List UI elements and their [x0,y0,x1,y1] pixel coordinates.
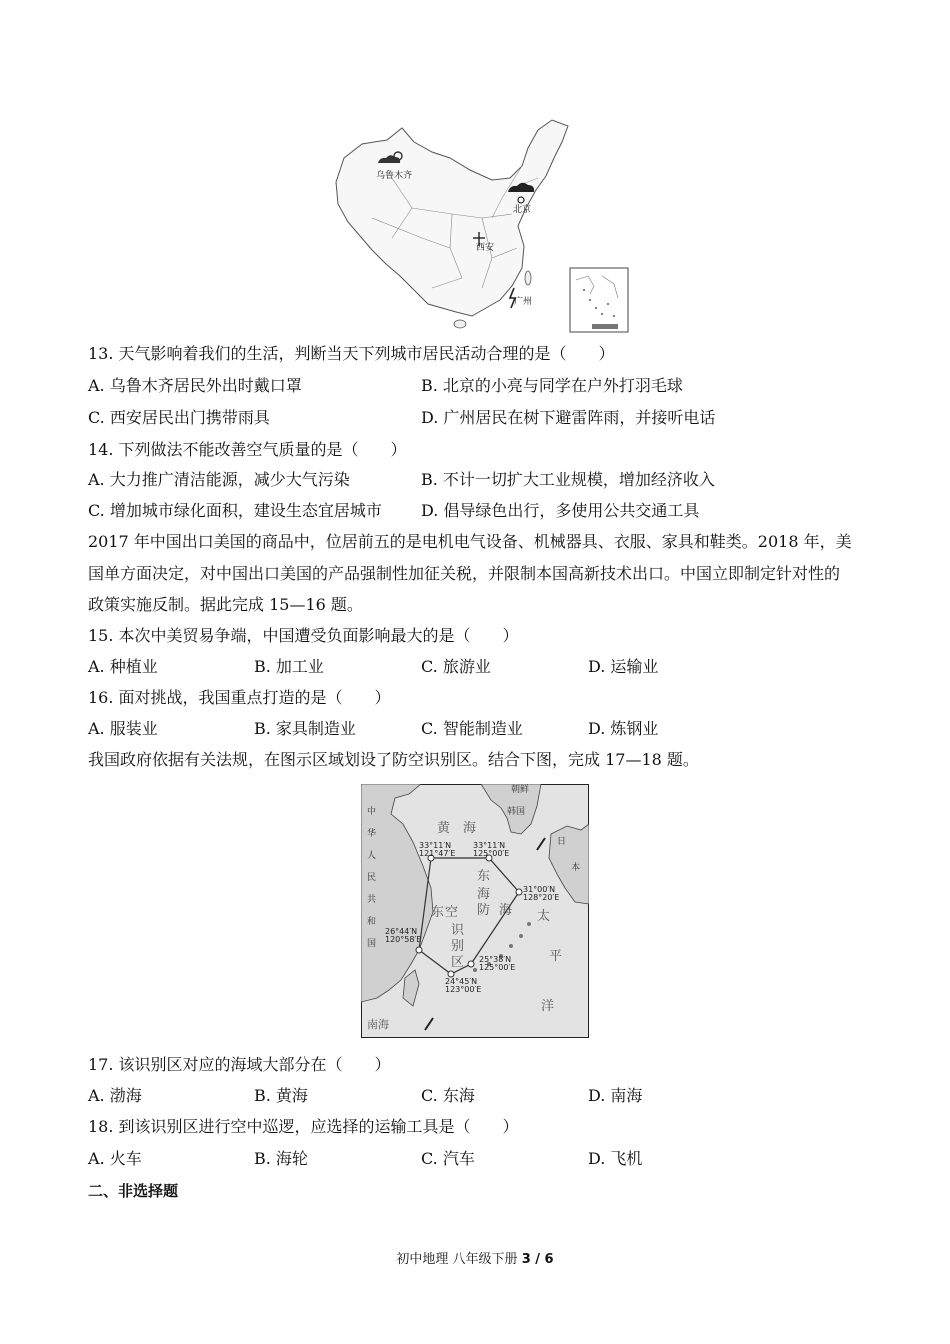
svg-text:民: 民 [367,873,377,883]
south-sea-inset [570,268,628,332]
svg-text:东: 东 [477,869,491,884]
svg-text:洋: 洋 [541,999,555,1014]
label-yellow-sea: 黄 海 [437,821,477,836]
q18-option-a[interactable]: A. 火车 [88,1149,142,1168]
passage1-line3: 政策实施反制。据此完成 15—16 题。 [88,595,363,614]
passage1-line1: 2017 年中国出口美国的商品中，位居前五的是电机电气设备、机械器具、衣服、家具和鞋类。2018 年，美 [88,532,852,551]
city-urumqi: 乌鲁木齐 [376,171,413,181]
svg-text:和: 和 [367,917,377,927]
passage2-line1: 我国政府依据有关法规，在图示区域划设了防空识别区。结合下图，完成 17—18 题。 [88,750,699,769]
svg-text:东: 东 [431,905,445,920]
svg-text:区: 区 [451,955,465,970]
coord-p1-lon: 121°47′E [419,849,456,858]
svg-text:太: 太 [537,909,551,924]
svg-text:识: 识 [451,923,465,938]
svg-text:日: 日 [557,837,567,847]
q15-option-b[interactable]: B. 加工业 [254,657,324,676]
svg-text:防: 防 [477,903,491,918]
svg-text:本: 本 [571,863,581,873]
q17-option-b[interactable]: B. 黄海 [254,1086,308,1105]
page-number: 3 / 6 [521,1252,554,1267]
china-weather-map [332,118,632,336]
q18-stem: 18. 到该识别区进行空中巡逻，应选择的运输工具是（ ） [88,1117,519,1136]
city-guangzhou: 广州 [514,297,533,307]
q18-option-c[interactable]: C. 汽车 [421,1149,475,1168]
coord-p6-lat: 26°44′N [385,927,418,936]
q14-option-a[interactable]: A. 大力推广清洁能源，减少大气污染 [88,470,350,489]
q15-option-a[interactable]: A. 种植业 [88,657,158,676]
q15-option-d[interactable]: D. 运输业 [588,657,659,676]
q13-option-a[interactable]: A. 乌鲁木齐居民外出时戴口罩 [88,376,302,395]
q16-option-d[interactable]: D. 炼钢业 [588,719,659,738]
coord-p2-lon: 125°00′E [473,849,510,858]
q14-stem: 14. 下列做法不能改善空气质量的是（ ） [88,440,407,459]
q16-option-c[interactable]: C. 智能制造业 [421,719,523,738]
q16-option-a[interactable]: A. 服装业 [88,719,158,738]
coord-p5-lat: 24°45′N [445,977,478,986]
section-heading: 二、非选择题 [88,1182,179,1200]
city-xian: 西安 [476,243,495,253]
svg-text:海: 海 [499,903,513,918]
adiz-vertex-3 [516,889,522,895]
q17-option-d[interactable]: D. 南海 [588,1086,643,1105]
q14-option-b[interactable]: B. 不计一切扩大工业规模，增加经济收入 [421,470,715,489]
q13-option-c[interactable]: C. 西安居民出门携带雨具 [88,408,270,427]
q17-option-c[interactable]: C. 东海 [421,1086,475,1105]
q14-option-c[interactable]: C. 增加城市绿化面积，建设生态宜居城市 [88,501,382,520]
passage1-line2: 国单方面决定，对中国出口美国的产品强制性加征关税，并限制本国高新技术出口。中国立即制定针对性的 [88,564,841,583]
svg-text:人: 人 [367,851,377,861]
coord-p3-lat: 31°00′N [523,885,556,894]
q13-stem: 13. 天气影响着我们的生活，判断当天下列城市居民活动合理的是（ ） [88,344,615,363]
coord-p4-lon: 125°00′E [479,963,516,972]
svg-text:空: 空 [445,905,459,920]
page-footer [0,1250,950,1270]
adiz-vertex-6 [416,947,422,953]
svg-text:共: 共 [367,895,377,905]
footer-text: 初中地理 八年级下册 [396,1252,518,1267]
q16-stem: 16. 面对挑战，我国重点打造的是（ ） [88,688,391,707]
coord-p1-lat: 33°11′N [419,841,452,850]
q17-stem: 17. 该识别区对应的海域大部分在（ ） [88,1055,391,1074]
svg-text:国: 国 [367,939,377,949]
svg-text:中: 中 [367,807,377,817]
q18-option-b[interactable]: B. 海轮 [254,1149,308,1168]
q15-stem: 15. 本次中美贸易争端，中国遭受负面影响最大的是（ ） [88,626,519,645]
q18-option-d[interactable]: D. 飞机 [588,1149,643,1168]
q13-option-d[interactable]: D. 广州居民在树下避雷阵雨，并接听电话 [421,408,716,427]
label-south-sea: 南海 [367,1018,389,1031]
coord-p5-lon: 123°00′E [445,985,482,994]
q14-option-d[interactable]: D. 倡导绿色出行，多使用公共交通工具 [421,501,700,520]
adiz-map [361,784,589,1038]
label-rok: 韩国 [507,807,526,817]
coord-p4-lat: 25°38′N [479,955,512,964]
coord-p3-lon: 128°20′E [523,893,560,902]
adiz-vertex-4 [468,961,474,967]
q17-option-a[interactable]: A. 渤海 [88,1086,142,1105]
q16-option-b[interactable]: B. 家具制造业 [254,719,356,738]
city-beijing: 北京 [513,205,532,215]
coord-p6-lon: 120°58′E [385,935,422,944]
svg-text:华: 华 [367,829,377,839]
svg-text:平: 平 [549,949,563,964]
label-korea: 朝鲜 [511,785,530,795]
q15-option-c[interactable]: C. 旅游业 [421,657,491,676]
coord-p2-lat: 33°11′N [473,841,506,850]
svg-text:海: 海 [477,887,491,902]
svg-text:别: 别 [451,939,465,954]
q13-option-b[interactable]: B. 北京的小亮与同学在户外打羽毛球 [421,376,683,395]
